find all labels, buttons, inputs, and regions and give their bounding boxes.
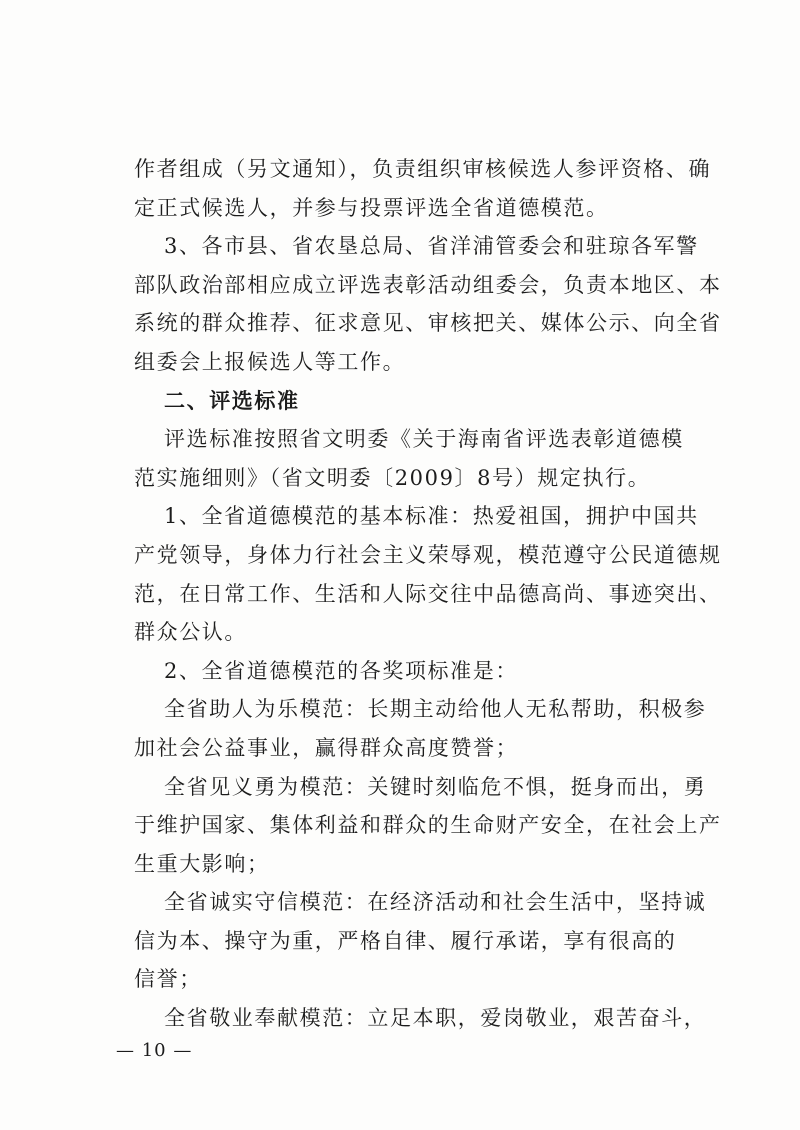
text-line: 信为本、操守为重，严格自律、履行承诺，享有很高的 bbox=[134, 928, 677, 953]
text-line: 系统的群众推荐、征求意见、审核把关、媒体公示、向全省 bbox=[134, 311, 722, 336]
text-line: 范，在日常工作、生活和人际交往中品德高尚、事迹突出、 bbox=[134, 581, 722, 606]
text-line: 2、全省道德模范的各奖项标准是： bbox=[164, 658, 518, 683]
text-line: 组委会上报候选人等工作。 bbox=[134, 349, 406, 374]
text-line: 加社会公益事业，赢得群众高度赞誉； bbox=[134, 735, 519, 760]
text-line: 生重大影响； bbox=[134, 851, 270, 876]
text-line: 3、各市县、省农垦总局、省洋浦管委会和驻琼各军警 bbox=[164, 234, 699, 259]
text-line: 部队政治部相应成立评选表彰活动组委会，负责本地区、本 bbox=[134, 272, 722, 297]
text-line: 全省敬业奉献模范：立足本职，爱岗敬业，艰苦奋斗， bbox=[164, 1006, 707, 1031]
text-line: 产党领导，身体力行社会主义荣辱观，模范遵守公民道德规 bbox=[134, 542, 722, 567]
text-line: 全省见义勇为模范：关键时刻临危不惧，挺身而出，勇 bbox=[164, 774, 707, 799]
text-line: 1、全省道德模范的基本标准：热爱祖国，拥护中国共 bbox=[164, 504, 699, 529]
text-line: 范实施细则》（省文明委〔2009〕8号）规定执行。 bbox=[134, 465, 651, 490]
text-line: 信誉； bbox=[134, 967, 202, 992]
text-line: 于维护国家、集体利益和群众的生命财产安全，在社会上产 bbox=[134, 813, 722, 838]
text-line: 全省诚实守信模范：在经济活动和社会生活中，坚持诚 bbox=[164, 890, 707, 915]
text-line: 评选标准按照省文明委《关于海南省评选表彰道德模 bbox=[164, 427, 684, 452]
text-line: 群众公认。 bbox=[134, 620, 247, 645]
text-line: 全省助人为乐模范：长期主动给他人无私帮助，积极参 bbox=[164, 697, 707, 722]
document-body bbox=[134, 150, 722, 1038]
text-line: 作者组成（另文通知），负责组织审核候选人参评资格、确 bbox=[134, 157, 712, 181]
section-heading: 二、评选标准 bbox=[164, 388, 300, 413]
text-line: 定正式候选人，并参与投票评选全省道德模范。 bbox=[134, 195, 609, 220]
page-number: — 10 — bbox=[116, 1040, 193, 1061]
